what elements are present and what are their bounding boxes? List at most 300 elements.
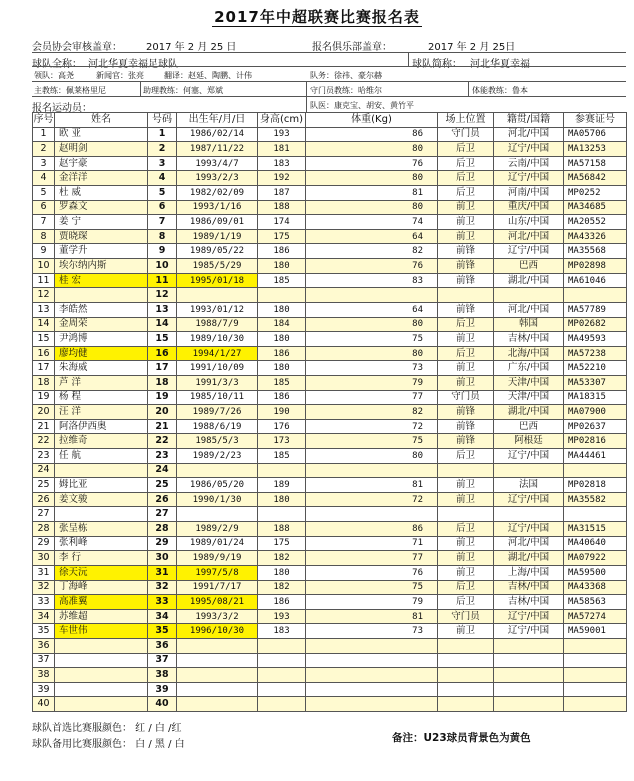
origin: 巴西 <box>494 259 564 274</box>
origin <box>494 653 564 668</box>
club-seal-label: 报名俱乐部盖章： <box>312 42 392 53</box>
height: 186 <box>258 346 306 361</box>
birth-date: 1988/6/19 <box>177 419 258 434</box>
registration-id: MP02637 <box>564 419 627 434</box>
birth-date: 1993/4/7 <box>177 156 258 171</box>
height <box>258 507 306 522</box>
table-row <box>33 682 627 697</box>
shirt-number: 15 <box>148 332 177 347</box>
registration-id <box>564 288 627 303</box>
weight <box>306 653 438 668</box>
registration-id: MA43368 <box>564 580 627 595</box>
table-row <box>33 156 627 171</box>
row-seq: 13 <box>33 302 55 317</box>
table-row <box>33 580 627 595</box>
origin: 河南/中国 <box>494 186 564 201</box>
row-seq: 34 <box>33 609 55 624</box>
height: 173 <box>258 434 306 449</box>
table-row <box>33 259 627 274</box>
weight: 76 <box>306 565 438 580</box>
team-shortname: 河北华夏幸福 <box>470 59 530 70</box>
registration-id: MP02818 <box>564 478 627 493</box>
weight <box>306 682 438 697</box>
height: 183 <box>258 156 306 171</box>
height <box>258 668 306 683</box>
birth-date: 1991/3/3 <box>177 375 258 390</box>
birth-date: 1985/10/11 <box>177 390 258 405</box>
position: 后卫 <box>438 522 494 537</box>
height: 188 <box>258 200 306 215</box>
shirt-number: 5 <box>148 186 177 201</box>
u23-note: 备注：U23球员背景色为黄色 <box>392 732 531 744</box>
goalkeeper-coach: 守门员教练：哈维尔 <box>310 86 382 95</box>
height: 180 <box>258 302 306 317</box>
player-name: 姜文骏 <box>55 492 148 507</box>
shirt-number: 3 <box>148 156 177 171</box>
shirt-number: 10 <box>148 259 177 274</box>
registration-id: MA57274 <box>564 609 627 624</box>
divider <box>140 81 141 96</box>
weight: 81 <box>306 186 438 201</box>
registration-id <box>564 682 627 697</box>
table-row <box>33 463 627 478</box>
birth-date: 1989/2/23 <box>177 449 258 464</box>
weight <box>306 638 438 653</box>
row-seq: 16 <box>33 346 55 361</box>
shirt-number: 4 <box>148 171 177 186</box>
weight: 86 <box>306 522 438 537</box>
origin: 湖北/中国 <box>494 273 564 288</box>
shirt-number: 29 <box>148 536 177 551</box>
birth-date: 1985/5/3 <box>177 434 258 449</box>
row-seq: 5 <box>33 186 55 201</box>
origin: 吉林/中国 <box>494 332 564 347</box>
weight <box>306 507 438 522</box>
shirt-number: 8 <box>148 229 177 244</box>
row-seq: 40 <box>33 697 55 712</box>
table-row <box>33 215 627 230</box>
birth-date: 1995/08/21 <box>177 595 258 610</box>
registration-id: MA40640 <box>564 536 627 551</box>
row-seq: 1 <box>33 127 55 142</box>
shirt-number: 40 <box>148 697 177 712</box>
weight <box>306 668 438 683</box>
table-row <box>33 668 627 683</box>
height: 188 <box>258 522 306 537</box>
table-row <box>33 551 627 566</box>
row-seq: 22 <box>33 434 55 449</box>
row-seq: 32 <box>33 580 55 595</box>
assoc-seal-date: 2017 年 2 月 25 日 <box>146 42 237 53</box>
player-name: 拉维奇 <box>55 434 148 449</box>
table-row <box>33 653 627 668</box>
registration-id: MA20552 <box>564 215 627 230</box>
birth-date <box>177 653 258 668</box>
shirt-number: 30 <box>148 551 177 566</box>
origin: 河北/中国 <box>494 536 564 551</box>
shirt-number: 32 <box>148 580 177 595</box>
origin: 辽宁/中国 <box>494 171 564 186</box>
origin <box>494 638 564 653</box>
origin: 辽宁/中国 <box>494 492 564 507</box>
row-seq: 20 <box>33 405 55 420</box>
birth-date: 1989/01/24 <box>177 536 258 551</box>
origin: 阿根廷 <box>494 434 564 449</box>
table-row <box>33 186 627 201</box>
row-seq: 26 <box>33 492 55 507</box>
origin <box>494 682 564 697</box>
row-seq: 31 <box>33 565 55 580</box>
registration-id: MA53307 <box>564 375 627 390</box>
press-officer: 新闻官：张亮 <box>96 71 144 80</box>
row-seq: 9 <box>33 244 55 259</box>
shirt-number: 23 <box>148 449 177 464</box>
row-seq: 12 <box>33 288 55 303</box>
height <box>258 638 306 653</box>
weight: 82 <box>306 405 438 420</box>
origin: 山东/中国 <box>494 215 564 230</box>
weight: 86 <box>306 127 438 142</box>
team-leader: 领队：高尧 <box>34 71 74 80</box>
shirt-number: 27 <box>148 507 177 522</box>
team-fullname: 河北华夏幸福足球队 <box>88 59 178 70</box>
page-title: 2017年中超联赛比赛报名表 <box>214 8 420 26</box>
height <box>258 463 306 478</box>
birth-date: 1982/02/09 <box>177 186 258 201</box>
height: 175 <box>258 229 306 244</box>
shirt-number: 24 <box>148 463 177 478</box>
height: 180 <box>258 259 306 274</box>
shirt-number: 6 <box>148 200 177 215</box>
position <box>438 697 494 712</box>
table-row <box>33 317 627 332</box>
weight: 75 <box>306 580 438 595</box>
player-name: 杜 威 <box>55 186 148 201</box>
player-name <box>55 668 148 683</box>
player-name: 任 航 <box>55 449 148 464</box>
table-row <box>33 244 627 259</box>
weight: 82 <box>306 244 438 259</box>
position: 后卫 <box>438 449 494 464</box>
height: 185 <box>258 273 306 288</box>
table-row <box>33 273 627 288</box>
birth-date: 1987/11/22 <box>177 142 258 157</box>
col-header: 姓名 <box>55 113 148 128</box>
origin: 辽宁/中国 <box>494 609 564 624</box>
origin <box>494 697 564 712</box>
player-name <box>55 507 148 522</box>
table-row <box>33 171 627 186</box>
registration-id <box>564 653 627 668</box>
player-name: 赵宇豪 <box>55 156 148 171</box>
weight: 74 <box>306 215 438 230</box>
registration-id: MP02898 <box>564 259 627 274</box>
birth-date: 1989/9/19 <box>177 551 258 566</box>
birth-date <box>177 697 258 712</box>
weight: 75 <box>306 434 438 449</box>
registration-id: MA57789 <box>564 302 627 317</box>
roster-table <box>32 112 627 712</box>
weight: 80 <box>306 317 438 332</box>
registration-id: MA13253 <box>564 142 627 157</box>
weight: 64 <box>306 229 438 244</box>
position <box>438 288 494 303</box>
weight: 80 <box>306 171 438 186</box>
position: 前卫 <box>438 536 494 551</box>
registration-id: MA44461 <box>564 449 627 464</box>
registration-id: MA35582 <box>564 492 627 507</box>
height: 186 <box>258 390 306 405</box>
player-name <box>55 288 148 303</box>
row-seq: 7 <box>33 215 55 230</box>
position: 后卫 <box>438 156 494 171</box>
player-name: 张呈栋 <box>55 522 148 537</box>
secondary-kit-colors: 球队备用比赛服颜色： 白 / 黑 / 白 <box>32 739 185 750</box>
col-header: 序号 <box>33 113 55 128</box>
origin: 吉林/中国 <box>494 580 564 595</box>
birth-date <box>177 682 258 697</box>
position: 前卫 <box>438 551 494 566</box>
shirt-number: 1 <box>148 127 177 142</box>
origin: 辽宁/中国 <box>494 522 564 537</box>
registration-id: MA34685 <box>564 200 627 215</box>
player-name: 贾晓琛 <box>55 229 148 244</box>
weight: 73 <box>306 361 438 376</box>
shirt-number: 18 <box>148 375 177 390</box>
club-seal-date: 2017 年 2 月 25日 <box>428 42 516 53</box>
birth-date: 1996/10/30 <box>177 624 258 639</box>
origin: 吉林/中国 <box>494 595 564 610</box>
birth-date: 1991/7/17 <box>177 580 258 595</box>
origin: 河北/中国 <box>494 229 564 244</box>
weight: 71 <box>306 536 438 551</box>
birth-date: 1989/2/9 <box>177 522 258 537</box>
row-seq: 35 <box>33 624 55 639</box>
shirt-number: 12 <box>148 288 177 303</box>
player-name: 车世伟 <box>55 624 148 639</box>
weight: 80 <box>306 142 438 157</box>
table-row <box>33 142 627 157</box>
player-name: 徐天沅 <box>55 565 148 580</box>
player-name <box>55 463 148 478</box>
row-seq: 36 <box>33 638 55 653</box>
shirt-number: 16 <box>148 346 177 361</box>
player-name: 阿洛伊西奥 <box>55 419 148 434</box>
weight: 79 <box>306 595 438 610</box>
origin: 湖北/中国 <box>494 551 564 566</box>
position: 前卫 <box>438 624 494 639</box>
row-seq: 6 <box>33 200 55 215</box>
translators: 翻译：赵延、陶鹏、计伟 <box>164 71 252 80</box>
birth-date: 1993/01/12 <box>177 302 258 317</box>
position: 后卫 <box>438 595 494 610</box>
player-name: 董学升 <box>55 244 148 259</box>
player-name: 朱海威 <box>55 361 148 376</box>
position <box>438 507 494 522</box>
row-seq: 28 <box>33 522 55 537</box>
height: 186 <box>258 244 306 259</box>
row-seq: 23 <box>33 449 55 464</box>
table-row <box>33 361 627 376</box>
height: 181 <box>258 142 306 157</box>
height: 186 <box>258 595 306 610</box>
registration-id: MP02682 <box>564 317 627 332</box>
height: 180 <box>258 332 306 347</box>
divider <box>32 66 626 67</box>
origin: 北海/中国 <box>494 346 564 361</box>
player-name: 廖均健 <box>55 346 148 361</box>
position: 守门员 <box>438 609 494 624</box>
table-row <box>33 302 627 317</box>
height: 185 <box>258 449 306 464</box>
divider <box>306 81 307 96</box>
origin: 河北/中国 <box>494 127 564 142</box>
row-seq: 3 <box>33 156 55 171</box>
birth-date: 1986/05/20 <box>177 478 258 493</box>
origin: 辽宁/中国 <box>494 449 564 464</box>
registration-id <box>564 668 627 683</box>
row-seq: 18 <box>33 375 55 390</box>
weight: 80 <box>306 346 438 361</box>
athletes-label: 报名运动员： <box>32 103 92 114</box>
origin: 法国 <box>494 478 564 493</box>
weight: 79 <box>306 375 438 390</box>
height: 183 <box>258 624 306 639</box>
registration-id: MA05706 <box>564 127 627 142</box>
col-header: 身高(cm) <box>258 113 306 128</box>
birth-date: 1989/7/26 <box>177 405 258 420</box>
origin: 上海/中国 <box>494 565 564 580</box>
position: 前锋 <box>438 419 494 434</box>
registration-id: MA52210 <box>564 361 627 376</box>
table-row <box>33 478 627 493</box>
origin: 重庆/中国 <box>494 200 564 215</box>
position: 后卫 <box>438 171 494 186</box>
birth-date: 1989/05/22 <box>177 244 258 259</box>
height <box>258 288 306 303</box>
birth-date: 1993/1/16 <box>177 200 258 215</box>
player-name: 尹鸿博 <box>55 332 148 347</box>
shirt-number: 9 <box>148 244 177 259</box>
table-row <box>33 332 627 347</box>
shirt-number: 33 <box>148 595 177 610</box>
origin <box>494 463 564 478</box>
height: 176 <box>258 419 306 434</box>
height <box>258 682 306 697</box>
height: 182 <box>258 551 306 566</box>
shirt-number: 22 <box>148 434 177 449</box>
origin: 辽宁/中国 <box>494 244 564 259</box>
primary-kit-colors: 球队首选比赛服颜色： 红 / 白 /红 <box>32 723 182 734</box>
divider <box>306 96 307 112</box>
assistant-coaches: 助理教练：何塞、郑斌 <box>143 86 223 95</box>
height <box>258 697 306 712</box>
position: 前卫 <box>438 478 494 493</box>
table-row <box>33 375 627 390</box>
divider <box>32 52 626 53</box>
table-row <box>33 405 627 420</box>
position: 守门员 <box>438 127 494 142</box>
shirt-number: 2 <box>148 142 177 157</box>
height: 190 <box>258 405 306 420</box>
weight: 80 <box>306 200 438 215</box>
origin: 广东/中国 <box>494 361 564 376</box>
player-name: 汪 洋 <box>55 405 148 420</box>
col-header: 籍贯/国籍 <box>494 113 564 128</box>
divider <box>408 52 409 66</box>
registration-id: MA61046 <box>564 273 627 288</box>
row-seq: 24 <box>33 463 55 478</box>
position: 前锋 <box>438 302 494 317</box>
birth-date: 1986/02/14 <box>177 127 258 142</box>
table-row <box>33 697 627 712</box>
position: 后卫 <box>438 580 494 595</box>
player-name: 金洋洋 <box>55 171 148 186</box>
position <box>438 653 494 668</box>
weight: 73 <box>306 624 438 639</box>
player-name <box>55 697 148 712</box>
player-name: 杨 程 <box>55 390 148 405</box>
registration-id: MA59500 <box>564 565 627 580</box>
position: 前锋 <box>438 405 494 420</box>
table-row <box>33 507 627 522</box>
table-row <box>33 624 627 639</box>
height: 180 <box>258 492 306 507</box>
height: 187 <box>258 186 306 201</box>
weight: 72 <box>306 492 438 507</box>
height: 180 <box>258 361 306 376</box>
shirt-number: 25 <box>148 478 177 493</box>
registration-id: MP02816 <box>564 434 627 449</box>
player-name: 高准翼 <box>55 595 148 610</box>
assoc-seal-label: 会员协会审核盖章： <box>32 42 122 53</box>
player-name: 赵明剑 <box>55 142 148 157</box>
row-seq: 25 <box>33 478 55 493</box>
height: 174 <box>258 215 306 230</box>
shirt-number: 7 <box>148 215 177 230</box>
birth-date: 1985/5/29 <box>177 259 258 274</box>
registration-id <box>564 697 627 712</box>
divider <box>32 81 626 82</box>
row-seq: 17 <box>33 361 55 376</box>
shirt-number: 35 <box>148 624 177 639</box>
shirt-number: 28 <box>148 522 177 537</box>
registration-id: MA58563 <box>564 595 627 610</box>
registration-id: MA57158 <box>564 156 627 171</box>
player-name: 丁海峰 <box>55 580 148 595</box>
table-row <box>33 449 627 464</box>
shirt-number: 34 <box>148 609 177 624</box>
row-seq: 14 <box>33 317 55 332</box>
player-name: 芦 洋 <box>55 375 148 390</box>
shirt-number: 26 <box>148 492 177 507</box>
table-row <box>33 346 627 361</box>
col-header: 体重(Kg) <box>306 113 438 128</box>
registration-id: MA31515 <box>564 522 627 537</box>
table-row <box>33 638 627 653</box>
player-name: 桂 宏 <box>55 273 148 288</box>
row-seq: 10 <box>33 259 55 274</box>
player-name <box>55 653 148 668</box>
weight: 80 <box>306 449 438 464</box>
table-row <box>33 595 627 610</box>
position: 前卫 <box>438 332 494 347</box>
origin <box>494 668 564 683</box>
weight <box>306 697 438 712</box>
registration-id: MA59001 <box>564 624 627 639</box>
registration-id: MA43326 <box>564 229 627 244</box>
origin: 巴西 <box>494 419 564 434</box>
